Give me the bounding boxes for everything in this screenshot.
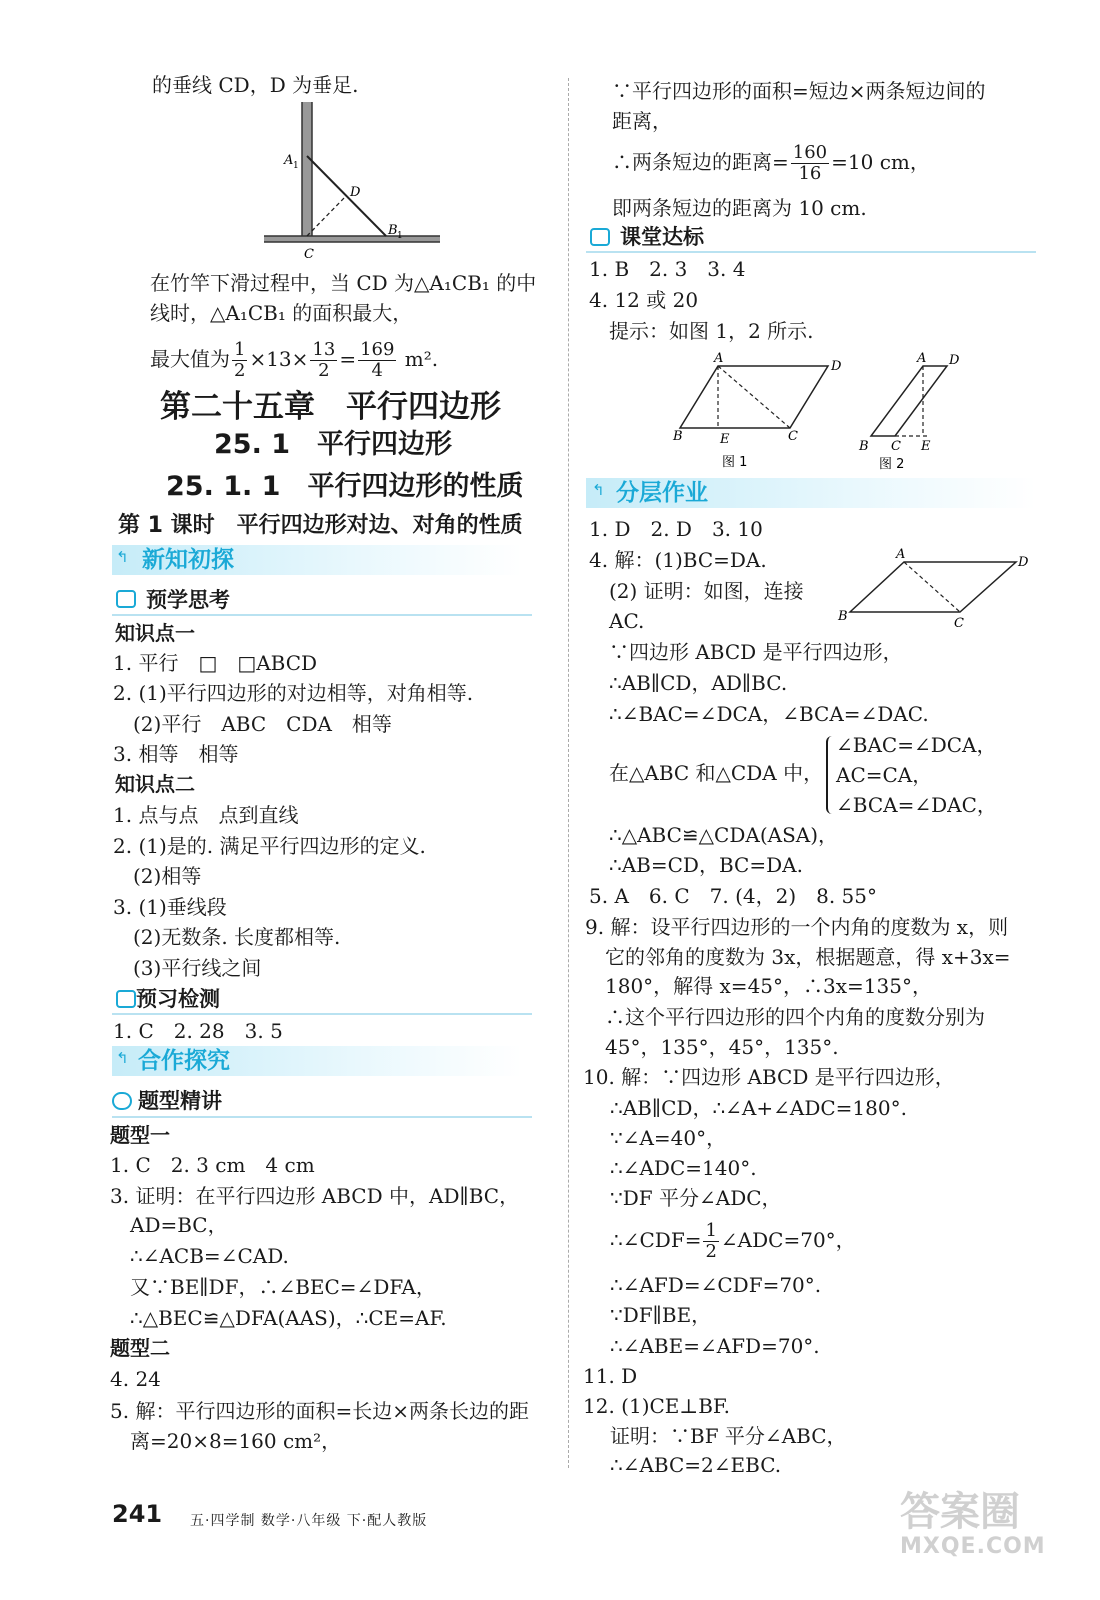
- answer-line: 证明：∵BF 平分∠ABC，: [610, 1424, 847, 1448]
- answer-line: (2)相等: [133, 864, 202, 888]
- answer-line: 4. 解：(1)BC=DA.: [589, 548, 767, 572]
- pencil-icon: [116, 990, 136, 1008]
- knowledge-point: 知识点一: [115, 621, 195, 645]
- answer-line: 180°，解得 x=45°，∴3x=135°，: [605, 974, 932, 998]
- svg-text:C: C: [788, 429, 798, 444]
- text-line: 线时，△A₁CB₁ 的面积最大，: [150, 301, 413, 325]
- sub-heading: 预学思考: [146, 588, 230, 612]
- answer-line: 5. 解：平行四边形的面积=长边×两条长边的距: [110, 1399, 529, 1423]
- answer-line: ∵DF 平分∠ADC，: [610, 1186, 782, 1210]
- svg-text:D: D: [1018, 555, 1029, 570]
- answer-line: 2. (1)是的. 满足平行四边形的定义.: [113, 834, 426, 858]
- svg-text:C: C: [891, 439, 901, 454]
- svg-text:B: B: [838, 609, 848, 624]
- lesson-title: 第 1 课时 平行四边形对边、对角的性质: [118, 513, 523, 538]
- text-line: 的垂线 CD，D 为垂足.: [152, 73, 359, 97]
- formula-line: ∴两条短边的距离= $\frac{160}{16}$ =10 cm，: [612, 142, 930, 184]
- fig-label-d: D: [350, 185, 361, 200]
- column-divider: [568, 78, 569, 1468]
- answer-line: 10. 解：∵四边形 ABCD 是平行四边形，: [583, 1065, 955, 1089]
- answer-line: 2. (1)平行四边形的对边相等，对角相等.: [113, 681, 474, 705]
- svg-text:C: C: [954, 616, 964, 630]
- answer-line: 它的邻角的度数为 3x，根据题意，得 x+3x=: [605, 945, 1011, 969]
- subsection-title: 25. 1. 1 平行四边形的性质: [166, 471, 524, 502]
- problem-type: 题型一: [110, 1123, 170, 1147]
- answer-line: 提示：如图 1，2 所示.: [609, 319, 814, 343]
- answer-line: ∴AB∥CD，AD∥BC.: [609, 671, 788, 695]
- answer-line: ∠BCA=∠DAC，: [836, 793, 997, 817]
- bookmark-icon: ↰: [116, 548, 129, 566]
- answer-line: (2)平行 ABC CDA 相等: [133, 712, 392, 736]
- section-heading: 分层作业: [616, 480, 708, 506]
- answer-line: (3)平行线之间: [133, 956, 262, 980]
- text-line: 在竹竿下滑过程中，当 CD 为△A₁CB₁ 的中: [150, 271, 537, 295]
- answer-line: ∵∠A=40°，: [610, 1126, 727, 1150]
- svg-text:A: A: [714, 351, 724, 366]
- answer-line: ∴△BEC≌△DFA(AAS)，∴CE=AF.: [130, 1306, 447, 1330]
- answer-line: ∵四边形 ABCD 是平行四边形，: [609, 640, 903, 664]
- answer-line: ∴∠BAC=∠DCA，∠BCA=∠DAC.: [609, 702, 929, 726]
- answer-line: ∴△ABC≌△CDA(ASA)，: [609, 823, 839, 847]
- fig-label-a1: A: [284, 153, 294, 168]
- problem-type: 题型二: [110, 1336, 170, 1360]
- parallelogram-figure-2: [855, 348, 965, 473]
- answer-line: 45°，135°，45°，135°.: [605, 1035, 839, 1059]
- answer-line: 3. (1)垂线段: [113, 895, 227, 919]
- answer-line: 1. 平行 □ □ABCD: [113, 651, 318, 675]
- answer-line: 又∵BE∥DF，∴∠BEC=∠DFA，: [130, 1275, 436, 1299]
- chapter-title: 第二十五章 平行四边形: [160, 389, 501, 425]
- answer-line: (2)无数条. 长度都相等.: [133, 925, 341, 949]
- svg-text:E: E: [720, 432, 730, 447]
- fig-label-b1: B: [388, 223, 398, 238]
- watermark-logo: 答案圈 MXQE.COM: [900, 1489, 1046, 1559]
- svg-text:D: D: [949, 353, 960, 368]
- answer-line: 离=20×8=160 cm²，: [130, 1429, 342, 1453]
- answer-line: 1. 点与点 点到直线: [113, 803, 299, 827]
- answer-line: 1. B 2. 3 3. 4: [589, 257, 746, 281]
- answer-line: 3. 相等 相等: [113, 742, 239, 766]
- answer-line: 9. 解：设平行四边形的一个内角的度数为 x，则: [585, 915, 1009, 939]
- svg-text:1: 1: [397, 231, 403, 241]
- answer-line: 1. C 2. 3 cm 4 cm: [110, 1153, 315, 1177]
- answer-line: ∴AB=CD，BC=DA.: [609, 853, 803, 877]
- sub-heading: 课堂达标: [620, 225, 704, 249]
- answer-line: 即两条短边的距离为 10 cm.: [612, 196, 867, 220]
- lightbulb-icon: [116, 590, 136, 608]
- formula-line: ∴∠CDF= $\frac{1}{2}$ ∠ADC=70°，: [610, 1220, 856, 1262]
- answer-line: ∴∠ADC=140°.: [610, 1156, 757, 1180]
- answer-line: 在△ABC 和△CDA 中，: [609, 761, 824, 785]
- answer-line: ∵平行四边形的面积=短边×两条短边间的: [612, 79, 986, 103]
- answer-line: ∴∠ABC=2∠EBC.: [610, 1453, 782, 1477]
- section-title: 25. 1 平行四边形: [214, 429, 453, 460]
- answer-line: 4. 12 或 20: [589, 288, 699, 312]
- formula-line: 最大值为 $\frac{1}{2}$ ×13× $\frac{13}{2}$ = $\frac{169}{4}$ m².: [150, 339, 439, 381]
- answer-line: ∵DF∥BE，: [610, 1303, 712, 1327]
- answer-line: AD=BC，: [130, 1213, 228, 1237]
- answer-line: ∴∠ACB=∠CAD.: [130, 1244, 289, 1268]
- answer-line: ∠BAC=∠DCA，: [836, 733, 997, 757]
- answer-line: ∴这个平行四边形的四个内角的度数分别为: [605, 1005, 985, 1029]
- svg-text:A: A: [917, 351, 927, 366]
- answer-line: AC=CA，: [836, 763, 933, 787]
- book-icon: [590, 228, 610, 246]
- svg-text:D: D: [831, 359, 842, 374]
- answer-line: ∴∠ABE=∠AFD=70°.: [610, 1334, 820, 1358]
- knowledge-point: 知识点二: [115, 772, 195, 796]
- ladder-figure: [262, 100, 452, 260]
- section-heading: 合作探究: [138, 1048, 230, 1074]
- sub-heading: 题型精讲: [138, 1089, 222, 1113]
- answer-line: ∴∠AFD=∠CDF=70°.: [610, 1273, 822, 1297]
- answer-line: 距离，: [612, 109, 672, 133]
- answer-line: ∴AB∥CD，∴∠A+∠ADC=180°.: [610, 1096, 907, 1120]
- answer-line: 3. 证明：在平行四边形 ABCD 中，AD∥BC，: [110, 1184, 520, 1208]
- answer-line: 11. D: [583, 1364, 638, 1388]
- svg-text:1: 1: [293, 161, 299, 171]
- figure-caption: 图 1: [722, 455, 748, 470]
- clock-icon: [112, 1092, 132, 1110]
- figure-caption: 图 2: [879, 457, 905, 472]
- fig-label-c: C: [304, 247, 314, 260]
- answer-line: AC.: [609, 609, 645, 633]
- bookmark-icon: ↰: [116, 1049, 129, 1067]
- svg-text:E: E: [921, 439, 931, 454]
- footer-text: 五·四学制 数学·八年级 下·配人教版: [190, 1513, 428, 1529]
- section-heading: 新知初探: [142, 547, 234, 573]
- svg-text:A: A: [896, 548, 906, 562]
- answer-line: 1. C 2. 28 3. 5: [113, 1019, 283, 1043]
- answer-line: 4. 24: [110, 1367, 161, 1391]
- page-number: 241: [112, 1500, 163, 1528]
- answer-line: 5. A 6. C 7. (4，2) 8. 55°: [589, 884, 878, 908]
- parallelogram-figure-3: [836, 548, 1036, 630]
- answer-line: 1. D 2. D 3. 10: [589, 517, 763, 541]
- sub-heading: 预习检测: [136, 987, 220, 1011]
- svg-text:B: B: [673, 429, 683, 444]
- answer-line: (2) 证明：如图，连接: [609, 579, 804, 603]
- answer-line: 12. (1)CE⊥BF.: [583, 1394, 731, 1418]
- svg-text:B: B: [859, 439, 869, 454]
- parallelogram-figure-1: [670, 348, 850, 473]
- bookmark-icon: ↰: [592, 481, 605, 499]
